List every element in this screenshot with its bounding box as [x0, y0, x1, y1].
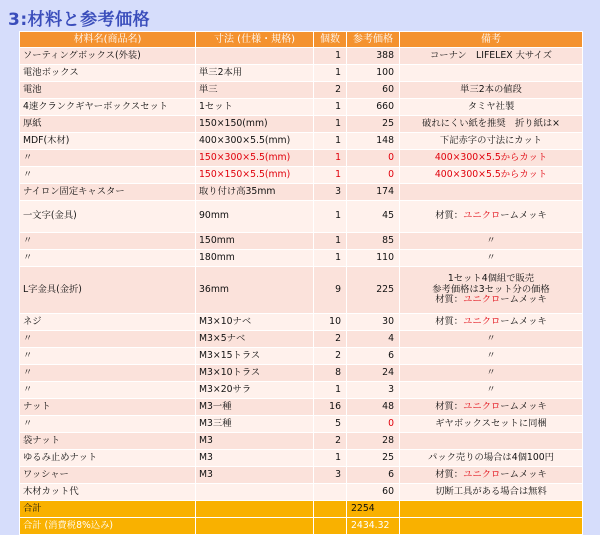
cell-qty: 1 — [314, 450, 347, 467]
cell-qty: 1 — [314, 233, 347, 250]
cell-price: 45 — [347, 201, 400, 233]
cell-note — [400, 314, 583, 331]
cell-spec: M3×5ナベ — [196, 331, 314, 348]
cell-name: 〃 — [20, 250, 196, 267]
material-suffix: ームメッキ — [500, 210, 547, 222]
cell-note: 〃 — [400, 233, 583, 250]
cell-name: 一文字(金具) — [20, 201, 196, 233]
cell-price: 660 — [347, 99, 400, 116]
cell-price: 28 — [347, 433, 400, 450]
cell-note: 〃 — [400, 365, 583, 382]
cell-qty: 9 — [314, 267, 347, 314]
cell-name: ナット — [20, 399, 196, 416]
cell-note: 〃 — [400, 250, 583, 267]
cell-name: 電池ボックス — [20, 65, 196, 82]
cell-price: 60 — [347, 82, 400, 99]
materials-table — [19, 31, 583, 535]
cell-spec: M3×10トラス — [196, 365, 314, 382]
cell-price: 30 — [347, 314, 400, 331]
table-row — [20, 184, 583, 201]
cell-spec: 150mm — [196, 233, 314, 250]
cell-name: ゆるみ止めナット — [20, 450, 196, 467]
table-row — [20, 365, 583, 382]
cell-price: 3 — [347, 382, 400, 399]
material-prefix: 材質： — [435, 294, 464, 306]
table-header-row — [20, 32, 583, 48]
cell-price: 25 — [347, 116, 400, 133]
cell-price: 0 — [347, 167, 400, 184]
table-row — [20, 150, 583, 167]
cell-spec: 36mm — [196, 267, 314, 314]
cell-qty: 1 — [314, 133, 347, 150]
cell-name: 〃 — [20, 233, 196, 250]
cell-note: ギヤボックスセットに同梱 — [400, 416, 583, 433]
cell-spec — [196, 484, 314, 501]
cell-qty: 1 — [314, 99, 347, 116]
table-row — [20, 416, 583, 433]
material-prefix: 材質： — [435, 210, 464, 222]
cell-qty: 1 — [314, 48, 347, 65]
cell-qty: 1 — [314, 167, 347, 184]
cell-spec — [196, 48, 314, 65]
header-name: 材料名(商品名) — [20, 32, 196, 48]
cell-note: 400×300×5.5からカット — [400, 150, 583, 167]
header-price: 参考価格 — [347, 32, 400, 48]
cell-spec: M3一種 — [196, 399, 314, 416]
cell-name: 〃 — [20, 150, 196, 167]
material-prefix: 材質： — [435, 468, 464, 480]
cell-qty: 1 — [314, 65, 347, 82]
cell-qty: 2 — [314, 433, 347, 450]
cell-qty: 2 — [314, 348, 347, 365]
table-row — [20, 348, 583, 365]
total-tax-value: 2434.32 — [347, 518, 400, 535]
cell-price: 0 — [347, 416, 400, 433]
cell-name: ネジ — [20, 314, 196, 331]
cell-price: 60 — [347, 484, 400, 501]
cell-spec: 単三 — [196, 82, 314, 99]
cell-note: コーナン LIFELEX 大サイズ — [400, 48, 583, 65]
table-row — [20, 116, 583, 133]
cell-spec: 150×150(mm) — [196, 116, 314, 133]
cell-qty — [314, 484, 347, 501]
cell-qty: 1 — [314, 382, 347, 399]
cell-name: L字金具(金折) — [20, 267, 196, 314]
cell-note: 400×300×5.5からカット — [400, 167, 583, 184]
note-line — [435, 316, 547, 327]
header-qty: 個数 — [314, 32, 347, 48]
header-note: 備考 — [400, 32, 583, 48]
total-tax-label: 合計 (消費税8%込み) — [20, 518, 196, 535]
cell-price: 48 — [347, 399, 400, 416]
table-row — [20, 65, 583, 82]
cell-price: 0 — [347, 150, 400, 167]
cell-spec: M3×10ナベ — [196, 314, 314, 331]
table-row — [20, 433, 583, 450]
cell-qty: 1 — [314, 150, 347, 167]
cell-spec: M3 — [196, 433, 314, 450]
cell-price: 6 — [347, 467, 400, 484]
table-row — [20, 484, 583, 501]
cell-qty: 2 — [314, 82, 347, 99]
cell-name: 〃 — [20, 331, 196, 348]
cell-price: 4 — [347, 331, 400, 348]
cell-name: ワッシャー — [20, 467, 196, 484]
table-row — [20, 399, 583, 416]
cell-note: 単三2本の値段 — [400, 82, 583, 99]
cell-note: パック売りの場合は4個100円 — [400, 450, 583, 467]
cell-qty: 16 — [314, 399, 347, 416]
cell-spec: M3×20サラ — [196, 382, 314, 399]
cell-name: ソーティングボックス(外装) — [20, 48, 196, 65]
cell-name: 〃 — [20, 348, 196, 365]
table-row — [20, 201, 583, 233]
cell-name: 厚紙 — [20, 116, 196, 133]
material-highlight: ユニクロ — [463, 468, 501, 480]
cell-name: 〃 — [20, 382, 196, 399]
note-line — [435, 294, 547, 305]
cell-qty: 3 — [314, 467, 347, 484]
cell-note: 〃 — [400, 348, 583, 365]
cell-name: 〃 — [20, 365, 196, 382]
cell-spec: 180mm — [196, 250, 314, 267]
cell-note — [400, 201, 583, 233]
cell-note — [400, 184, 583, 201]
cell-price: 24 — [347, 365, 400, 382]
table-row — [20, 250, 583, 267]
cell-spec: 150×150×5.5(mm) — [196, 167, 314, 184]
total-label: 合計 — [20, 501, 196, 518]
cell-name: 電池 — [20, 82, 196, 99]
cell-spec: 90mm — [196, 201, 314, 233]
cell-name: 〃 — [20, 416, 196, 433]
cell-spec: M3×15トラス — [196, 348, 314, 365]
cell-name: 4速クランクギヤーボックスセット — [20, 99, 196, 116]
total-row — [20, 501, 583, 518]
cell-name: 袋ナット — [20, 433, 196, 450]
table-row — [20, 99, 583, 116]
cell-price: 100 — [347, 65, 400, 82]
total-value: 2254 — [347, 501, 400, 518]
cell-spec: M3 — [196, 450, 314, 467]
total-tax-row — [20, 518, 583, 535]
cell-spec: 400×300×5.5(mm) — [196, 133, 314, 150]
cell-qty: 3 — [314, 184, 347, 201]
cell-name: MDF(木材) — [20, 133, 196, 150]
cell-note: タミヤ社製 — [400, 99, 583, 116]
note-line — [435, 469, 547, 480]
cell-price: 225 — [347, 267, 400, 314]
note-line — [435, 401, 547, 412]
material-prefix: 材質： — [435, 400, 464, 412]
table-row — [20, 267, 583, 314]
cell-qty: 1 — [314, 116, 347, 133]
table-row — [20, 48, 583, 65]
page-title: 3:材料と参考価格 — [8, 10, 151, 30]
cell-qty: 2 — [314, 331, 347, 348]
table-row — [20, 331, 583, 348]
table-row — [20, 167, 583, 184]
cell-price: 148 — [347, 133, 400, 150]
table-row — [20, 382, 583, 399]
material-highlight: ユニクロ — [463, 315, 501, 327]
cell-note: 破れにくい紙を推奨 折り紙は× — [400, 116, 583, 133]
header-spec: 寸法 (仕様・規格) — [196, 32, 314, 48]
material-highlight: ユニクロ — [463, 294, 501, 306]
note-line: 参考価格は3セット分の価格 — [432, 283, 550, 295]
table-row — [20, 133, 583, 150]
cell-spec: 1セット — [196, 99, 314, 116]
material-prefix: 材質： — [435, 315, 464, 327]
cell-note: 〃 — [400, 331, 583, 348]
cell-note: 切断工具がある場合は無料 — [400, 484, 583, 501]
cell-price: 6 — [347, 348, 400, 365]
cell-note: 〃 — [400, 382, 583, 399]
note-line: 1セット4個組で販売 — [447, 272, 535, 284]
cell-price: 174 — [347, 184, 400, 201]
cell-spec: 150×300×5.5(mm) — [196, 150, 314, 167]
cell-price: 85 — [347, 233, 400, 250]
table-row — [20, 314, 583, 331]
cell-note — [400, 267, 583, 314]
cell-price: 110 — [347, 250, 400, 267]
cell-price: 388 — [347, 48, 400, 65]
cell-name: 木材カット代 — [20, 484, 196, 501]
material-suffix: ームメッキ — [500, 315, 547, 327]
cell-spec: 取り付け高35mm — [196, 184, 314, 201]
cell-spec: M3三種 — [196, 416, 314, 433]
table-row — [20, 82, 583, 99]
table-row — [20, 233, 583, 250]
material-highlight: ユニクロ — [463, 210, 501, 222]
table-row — [20, 467, 583, 484]
cell-name: ナイロン固定キャスター — [20, 184, 196, 201]
cell-note — [400, 467, 583, 484]
cell-spec: M3 — [196, 467, 314, 484]
cell-qty: 10 — [314, 314, 347, 331]
cell-note — [400, 399, 583, 416]
cell-qty: 5 — [314, 416, 347, 433]
cell-note — [400, 65, 583, 82]
material-suffix: ームメッキ — [500, 294, 547, 306]
cell-spec: 単三2本用 — [196, 65, 314, 82]
cell-price: 25 — [347, 450, 400, 467]
note-line — [435, 210, 547, 221]
material-suffix: ームメッキ — [500, 468, 547, 480]
cell-note: 下記赤字の寸法にカット — [400, 133, 583, 150]
cell-qty: 1 — [314, 201, 347, 233]
material-suffix: ームメッキ — [500, 400, 547, 412]
material-highlight: ユニクロ — [463, 400, 501, 412]
cell-qty: 1 — [314, 250, 347, 267]
cell-note — [400, 433, 583, 450]
cell-name: 〃 — [20, 167, 196, 184]
cell-qty: 8 — [314, 365, 347, 382]
table-row — [20, 450, 583, 467]
